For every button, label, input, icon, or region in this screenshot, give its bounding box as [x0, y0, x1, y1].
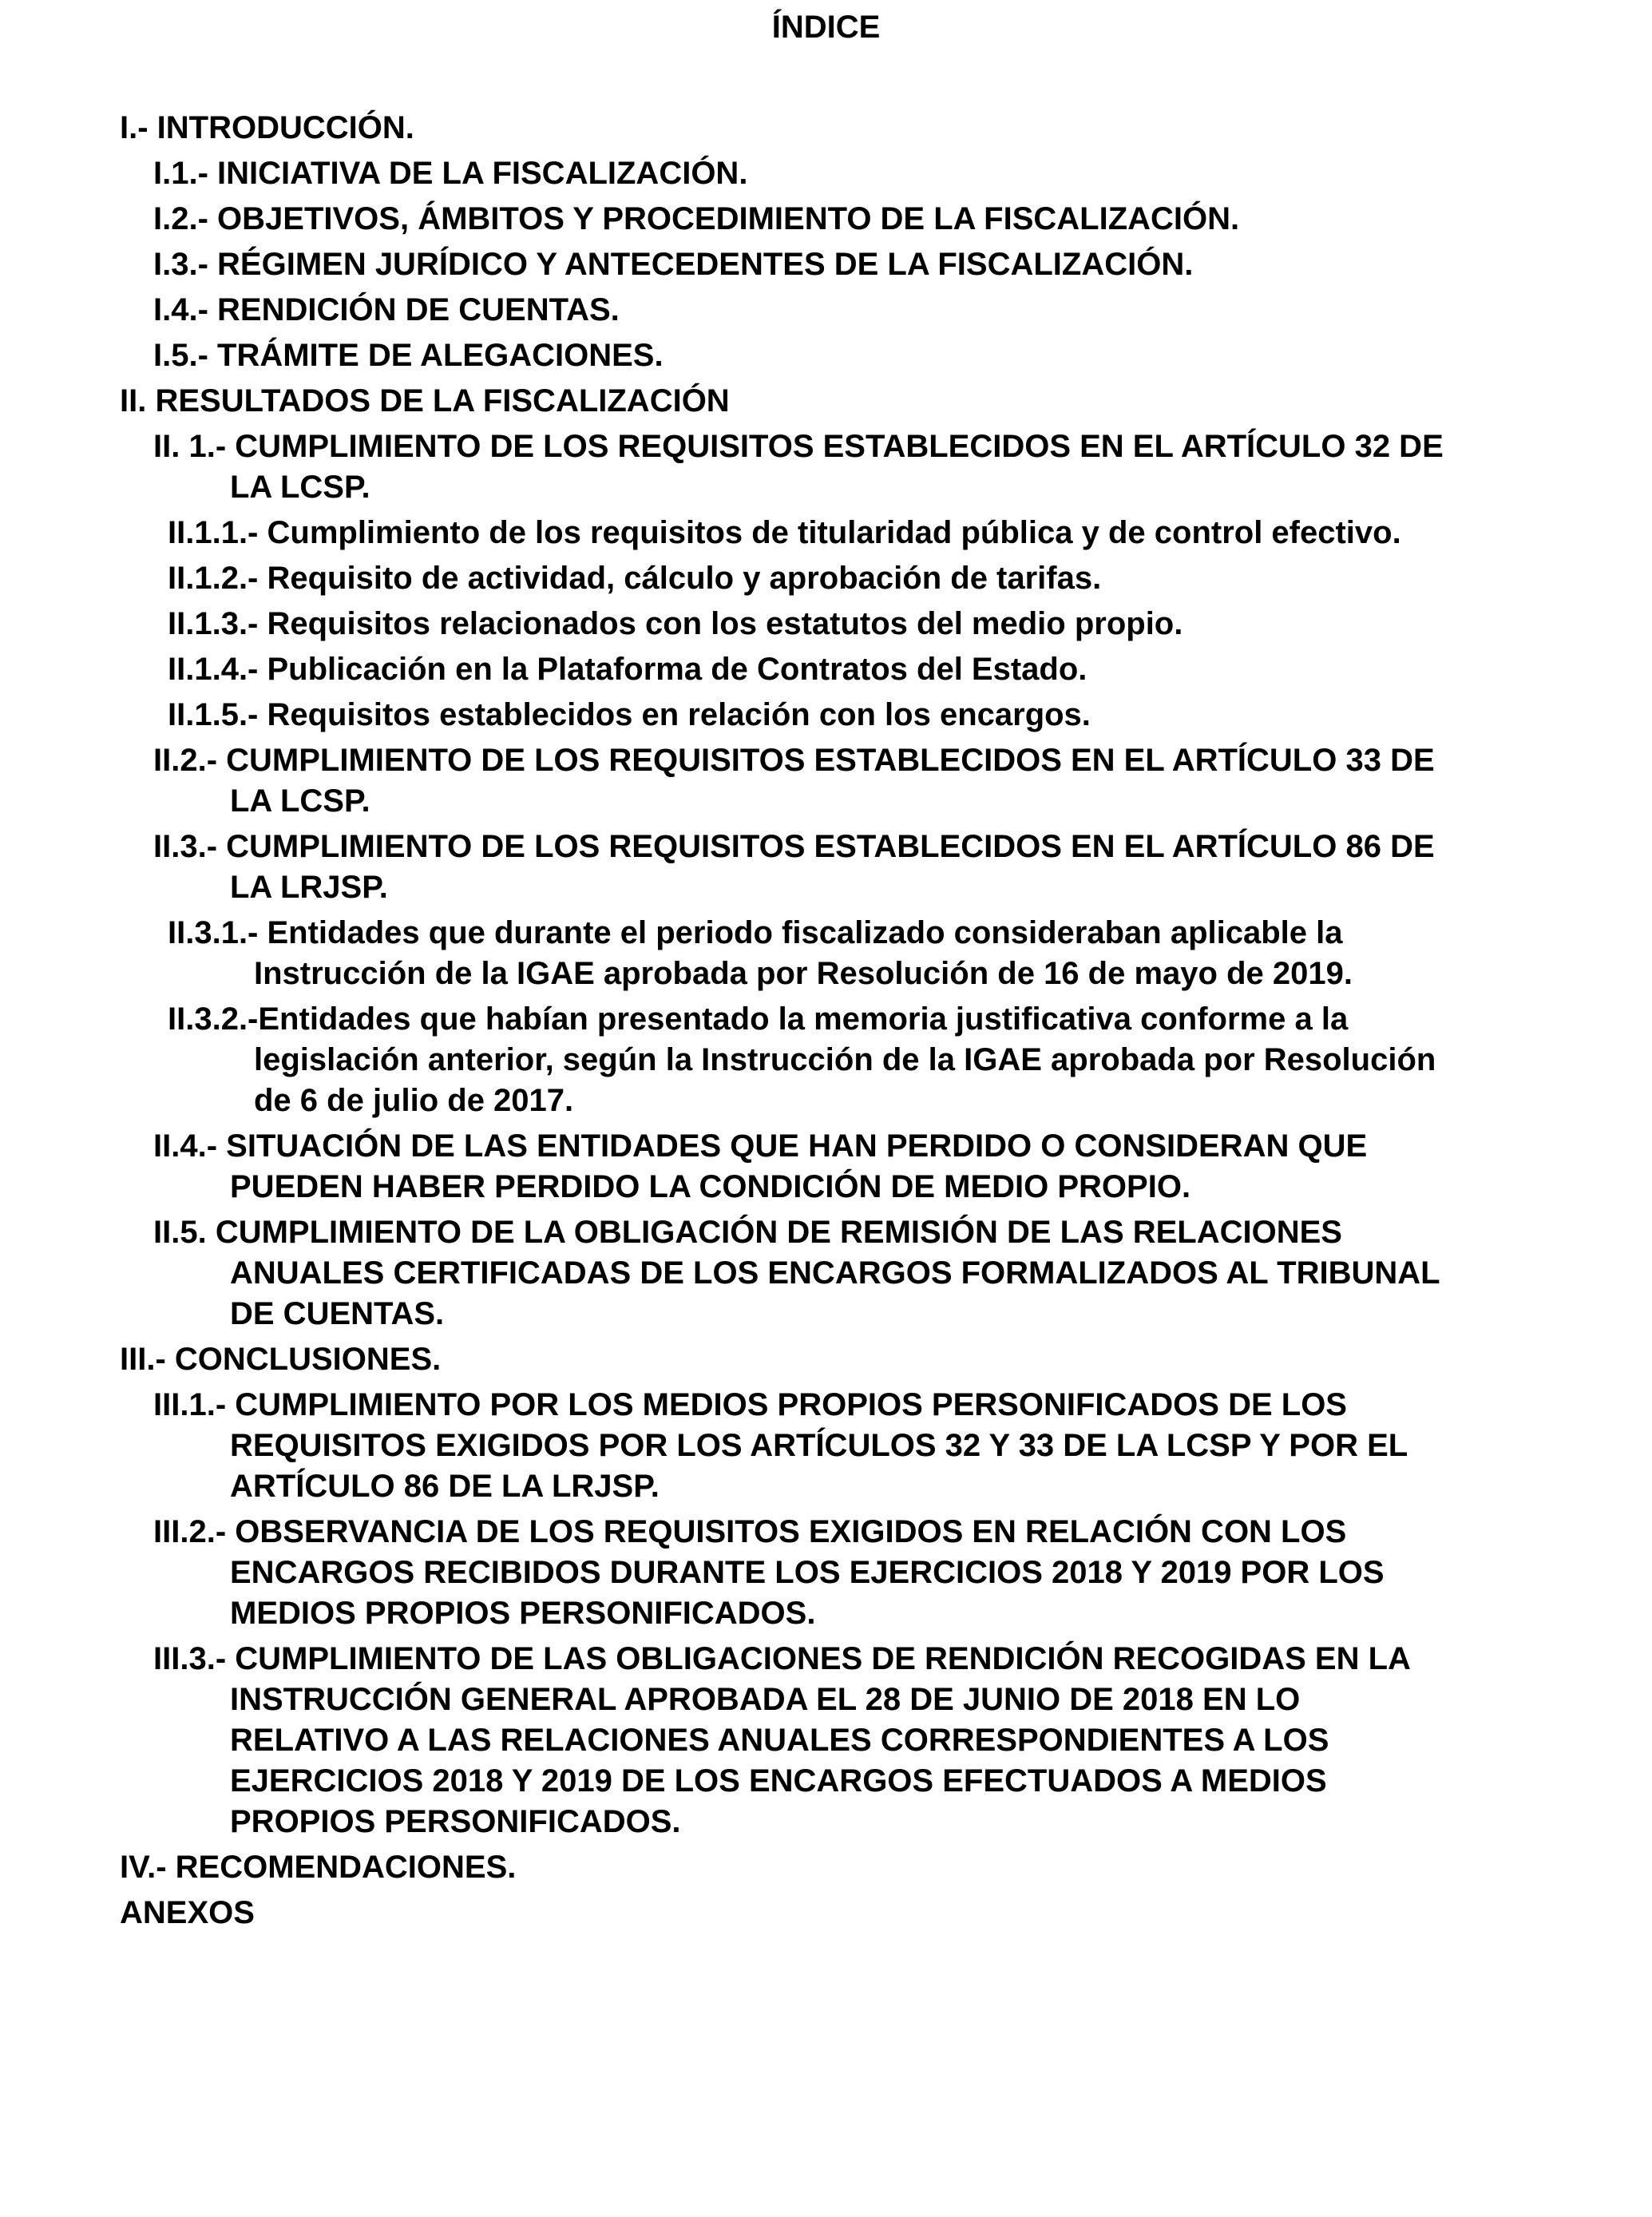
toc-entry-estatutos[interactable]: II.1.3.- Requisitos relacionados con los estatutos del medio propio. — [168, 606, 1183, 641]
toc-entry-instruccion-2019[interactable] — [0, 913, 1652, 994]
toc-line: LA LCSP. — [230, 470, 370, 505]
toc-entry-rendicion-cuentas[interactable]: I.4.- RENDICIÓN DE CUENTAS. — [153, 292, 620, 327]
toc-entry-titularidad-publica[interactable]: II.1.1.- Cumplimiento de los requisitos de titularidad pública y de control efectivo. — [168, 515, 1401, 550]
page-title: ÍNDICE — [771, 10, 881, 45]
toc-entry-articulo-33[interactable] — [0, 740, 1652, 822]
toc-line: II. 1.- CUMPLIMIENTO DE LOS REQUISITOS ESTABLECIDOS EN EL ARTÍCULO 32 DE — [153, 429, 1444, 464]
toc-line: DE CUENTAS. — [230, 1296, 445, 1331]
toc-entry-objetivos[interactable]: I.2.- OBJETIVOS, ÁMBITOS Y PROCEDIMIENTO DE LA FISCALIZACIÓN. — [153, 201, 1240, 236]
toc-entry-requisitos-encargos[interactable]: II.1.5.- Requisitos establecidos en relación con los encargos. — [168, 697, 1091, 732]
toc-entry-publicacion-plataforma[interactable]: II.1.4.- Publicación en la Plataforma de Contratos del Estado. — [168, 652, 1087, 687]
toc-entry-articulo-32[interactable] — [0, 426, 1652, 508]
toc-line: LA LRJSP. — [230, 870, 388, 905]
toc-line: II.3.- CUMPLIMIENTO DE LOS REQUISITOS ESTABLECIDOS EN EL ARTÍCULO 86 DE — [153, 829, 1435, 864]
table-of-contents — [0, 108, 1652, 1938]
toc-entry-conclusiones[interactable]: III.- CONCLUSIONES. — [120, 1342, 442, 1377]
toc-entry-regimen-juridico[interactable]: I.3.- RÉGIMEN JURÍDICO Y ANTECEDENTES DE LA FISCALIZACIÓN. — [153, 247, 1194, 282]
toc-entry-iniciativa[interactable]: I.1.- INICIATIVA DE LA FISCALIZACIÓN. — [153, 156, 748, 191]
toc-entry-resultados[interactable]: II. RESULTADOS DE LA FISCALIZACIÓN — [120, 383, 730, 418]
toc-entry-conclusion-3[interactable] — [0, 1639, 1652, 1842]
toc-entry-articulo-86[interactable] — [0, 827, 1652, 908]
toc-line: III.3.- CUMPLIMIENTO DE LAS OBLIGACIONES DE RENDICIÓN RECOGIDAS EN LA — [153, 1641, 1411, 1676]
toc-line: PROPIOS PERSONIFICADOS. — [230, 1804, 681, 1839]
toc-line: ENCARGOS RECIBIDOS DURANTE LOS EJERCICIOS 2018 Y 2019 POR LOS — [230, 1555, 1385, 1590]
toc-line: PUEDEN HABER PERDIDO LA CONDICIÓN DE MEDIO PROPIO. — [230, 1169, 1191, 1204]
toc-entry-instruccion-2017[interactable] — [0, 999, 1652, 1121]
toc-line: II.3.1.- Entidades que durante el periodo fiscalizado consideraban aplicable la — [168, 915, 1343, 950]
toc-line: II.4.- SITUACIÓN DE LAS ENTIDADES QUE HAN PERDIDO O CONSIDERAN QUE — [153, 1128, 1368, 1164]
toc-entry-introduccion[interactable]: I.- INTRODUCCIÓN. — [120, 110, 414, 145]
toc-line: III.2.- OBSERVANCIA DE LOS REQUISITOS EXIGIDOS EN RELACIÓN CON LOS — [153, 1514, 1347, 1549]
toc-entry-anexos[interactable]: ANEXOS — [120, 1895, 255, 1930]
toc-entry-conclusion-2[interactable] — [0, 1512, 1652, 1634]
toc-line: MEDIOS PROPIOS PERSONIFICADOS. — [230, 1596, 816, 1631]
toc-line: INSTRUCCIÓN GENERAL APROBADA EL 28 DE JUNIO DE 2018 EN LO — [230, 1682, 1301, 1717]
toc-line: ARTÍCULO 86 DE LA LRJSP. — [230, 1469, 660, 1504]
toc-entry-conclusion-1[interactable] — [0, 1385, 1652, 1507]
toc-line: EJERCICIOS 2018 Y 2019 DE LOS ENCARGOS EFECTUADOS A MEDIOS — [230, 1763, 1327, 1799]
toc-line: REQUISITOS EXIGIDOS POR LOS ARTÍCULOS 32 Y 33 DE LA LCSP Y POR EL — [230, 1428, 1408, 1463]
toc-line: ANUALES CERTIFICADAS DE LOS ENCARGOS FORMALIZADOS AL TRIBUNAL — [230, 1255, 1440, 1291]
toc-entry-perdida-medio-propio[interactable] — [0, 1126, 1652, 1208]
toc-line: II.5. CUMPLIMIENTO DE LA OBLIGACIÓN DE REMISIÓN DE LAS RELACIONES — [153, 1215, 1342, 1250]
toc-line: Instrucción de la IGAE aprobada por Resolución de 16 de mayo de 2019. — [254, 956, 1353, 991]
toc-line: III.1.- CUMPLIMIENTO POR LOS MEDIOS PROPIOS PERSONIFICADOS DE LOS — [153, 1387, 1347, 1422]
toc-entry-actividad-tarifas[interactable]: II.1.2.- Requisito de actividad, cálculo y aprobación de tarifas. — [168, 561, 1102, 596]
toc-entry-obligacion-remision[interactable] — [0, 1212, 1652, 1335]
toc-line: de 6 de julio de 2017. — [254, 1083, 574, 1118]
toc-line: legislación anterior, según la Instrucción de la IGAE aprobada por Resolución — [254, 1042, 1436, 1077]
toc-line: II.3.2.-Entidades que habían presentado la memoria justificativa conforme a la — [168, 1001, 1349, 1037]
toc-entry-tramite-alegaciones[interactable]: I.5.- TRÁMITE DE ALEGACIONES. — [153, 338, 664, 373]
toc-entry-recomendaciones[interactable]: IV.- RECOMENDACIONES. — [120, 1850, 517, 1885]
toc-line: LA LCSP. — [230, 783, 370, 819]
toc-line: RELATIVO A LAS RELACIONES ANUALES CORRESPONDIENTES A LOS — [230, 1723, 1329, 1758]
toc-line: II.2.- CUMPLIMIENTO DE LOS REQUISITOS ESTABLECIDOS EN EL ARTÍCULO 33 DE — [153, 743, 1435, 778]
